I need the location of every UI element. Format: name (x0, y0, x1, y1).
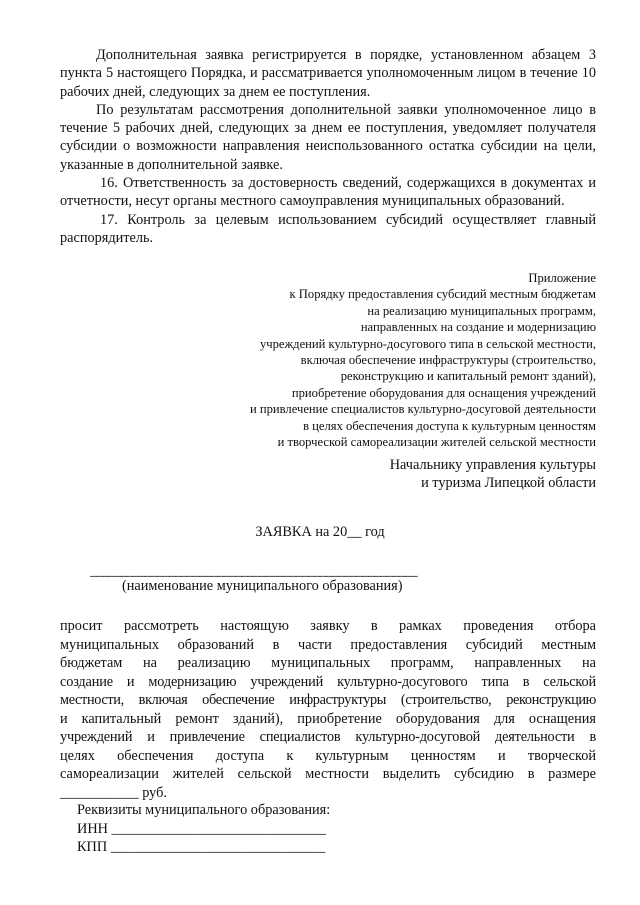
application-body (60, 617, 596, 802)
appendix-line: к Порядку предоставления субсидий местным бюджетам (289, 287, 596, 302)
appendix-line: в целях обеспечения доступа к культурным ценностям (303, 418, 596, 433)
appendix-line: на реализацию муниципальных программ, (367, 303, 596, 318)
addressee-line: Начальнику управления культуры (389, 457, 596, 473)
appendix-line: включая обеспечение инфраструктуры (строительство, (300, 353, 596, 368)
subsidy-amount-blank: ___________ руб. (60, 784, 167, 801)
addressee (390, 456, 596, 493)
appendix-line: приобретение оборудования для оснащения учреждений (291, 385, 596, 400)
inn-field: ИНН ______________________________ (77, 820, 327, 837)
body-line: целях обеспечения доступа к культурным ценностям и творческой (60, 747, 596, 764)
requisites (77, 801, 330, 857)
form-title: ЗАЯВКА на 20__ год (255, 524, 385, 540)
addressee-line: и туризма Липецкой области (421, 475, 596, 492)
municipality-name-blank: ______________________________________________________ (90, 563, 417, 579)
paragraph-additional-application: Дополнительная заявка регистрируется в порядке, установленном абзацем 3 пункта 5 настоящего Порядка, и рассматривается уполномоченным лицом в течение 10 рабочих дней, следующих за днем ее поступления. (60, 47, 596, 100)
requisites-heading: Реквизиты муниципального образования: (77, 802, 331, 818)
appendix-line: Приложение (528, 271, 596, 285)
appendix-line: и творческой самореализации жителей сельской местности (277, 435, 596, 450)
municipality-name-caption: (наименование муниципального образования) (122, 578, 403, 594)
body-line: учреждений и привлечение специалистов культурно-досуговой деятельности в (60, 729, 596, 745)
appendix-heading (250, 270, 596, 450)
paragraph-16: 16. Ответственность за достоверность сведений, содержащихся в документах и отчетности, несут органы местного самоуправления муниципальных образований. (60, 175, 596, 210)
body-line: бюджетам на реализацию муниципальных программ, направленных на (60, 655, 596, 671)
paragraph-17: 17. Контроль за целевым использованием субсидий осуществляет главный распорядитель. (60, 211, 596, 246)
appendix-line: и привлечение специалистов культурно-досуговой деятельности (249, 402, 596, 417)
body-line: создание и модернизацию учреждений культурно-досугового типа в сельской (60, 673, 596, 690)
appendix-line: направленных на создание и модернизацию (360, 320, 596, 335)
body-line: самореализации жителей сельской местности выделить субсидию в размере (60, 766, 596, 782)
body-text-top (60, 46, 596, 247)
body-line: и капитальный ремонт зданий), приобретение оборудования для оснащения (60, 710, 596, 727)
appendix-line: реконструкцию и капитальный ремонт зданий), (340, 369, 596, 384)
body-line: местности, включая обеспечение инфраструктуры (строительство, реконструкцию (60, 692, 596, 708)
kpp-field: КПП ______________________________ (77, 839, 326, 855)
paragraph-review-results: По результатам рассмотрения дополнительной заявки уполномоченное лицо в течение 5 рабочих дней, следующих за днем ее поступления, уведомляет получателя субсидии о возможности направления неиспользованного остатка субсидии на цели, указанные в дополнительной заявке. (60, 101, 596, 173)
appendix-line: учреждений культурно-досугового типа в сельской местности, (259, 336, 596, 351)
body-line: муниципальных образований в части предоставления субсидий местным (60, 636, 596, 653)
body-line: просит рассмотреть настоящую заявку в рамках проведения отбора (60, 618, 596, 634)
